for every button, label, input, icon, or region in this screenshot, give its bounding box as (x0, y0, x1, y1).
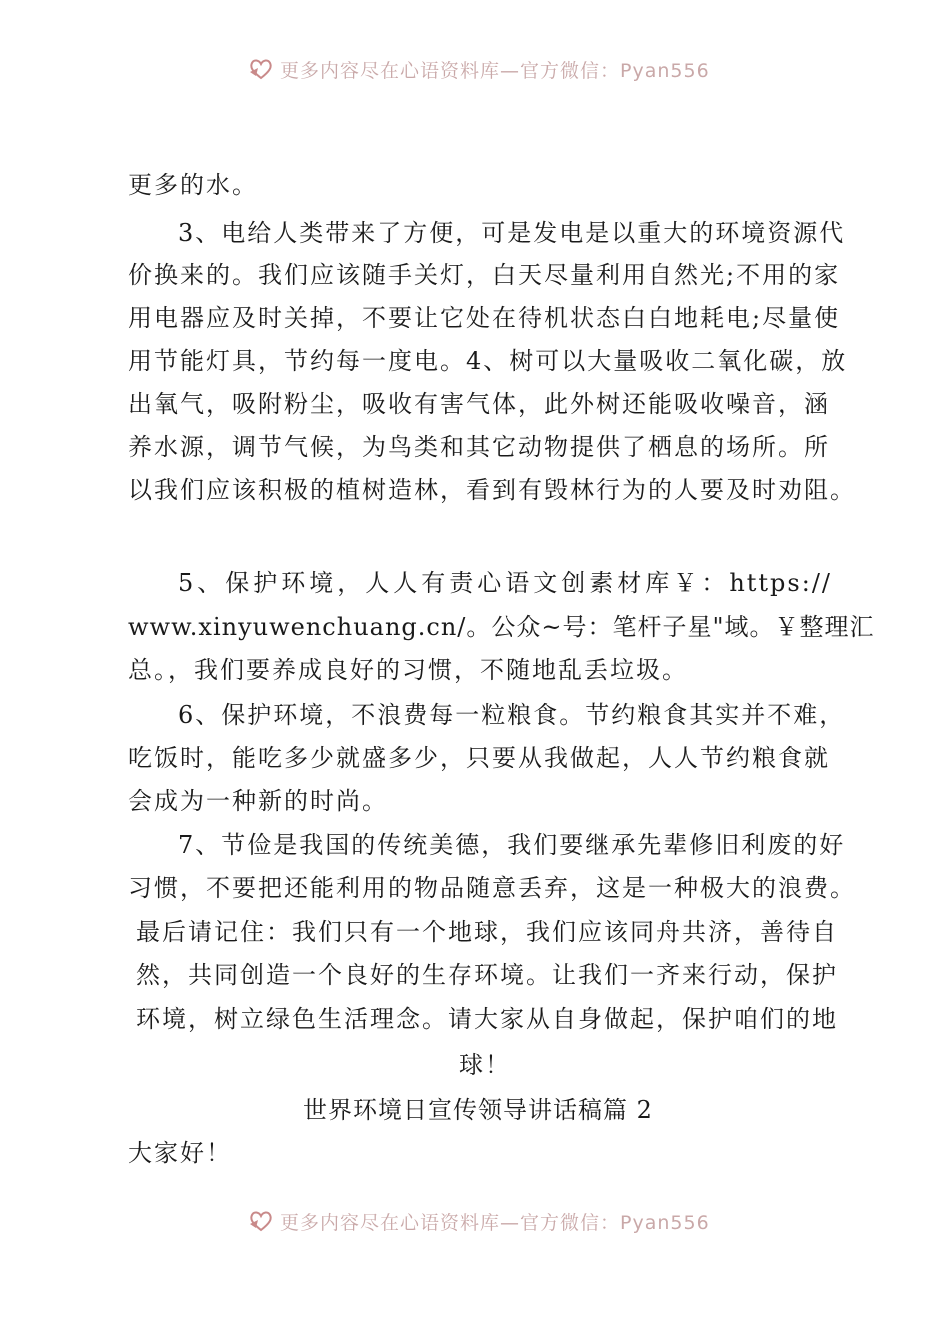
heart-logo-icon (248, 1210, 274, 1232)
greeting: 大家好！ (128, 1139, 232, 1167)
paragraph-start-5: 5、保护环境，人人有责心语文创素材库￥：https:// (178, 569, 832, 597)
text-line: 以我们应该积极的植树造林，看到有毁林行为的人要及时劝阻。 (128, 476, 856, 504)
text-line: 然，共同创造一个良好的生存环境。让我们一齐来行动，保护 (136, 961, 838, 989)
text-line: 用节能灯具，节约每一度电。4、树可以大量吸收二氧化碳，放 (128, 347, 848, 375)
text-line: 习惯，不要把还能利用的物品随意丢弃，这是一种极大的浪费。 (128, 874, 856, 902)
section-title: 世界环境日宣传领导讲话稿篇 2 (303, 1096, 653, 1124)
url-line: www.xinyuwenchuang.cn/。公众~号：笔杆子星"域。￥整理汇 (128, 613, 875, 641)
text-line: 吃饭时，能吃多少就盛多少，只要从我做起，人人节约粮食就 (128, 744, 830, 772)
text-line: 总。，我们要养成良好的习惯，不随地乱丢垃圾。 (128, 656, 688, 684)
heart-logo-icon (248, 58, 274, 80)
text-line: 用电器应及时关掉，不要让它处在待机状态白白地耗电;尽量使 (128, 304, 841, 332)
text-line: 球！ (459, 1051, 511, 1079)
watermark-footer (248, 1208, 728, 1234)
text-line: 会成为一种新的时尚。 (128, 787, 388, 815)
watermark-text: 更多内容尽在心语资料库—官方微信：Pyan556 (280, 59, 710, 82)
text-line: 更多的水。 (128, 171, 258, 199)
paragraph-start-7: 7、节俭是我国的传统美德，我们要继承先辈修旧利废的好 (178, 831, 846, 859)
paragraph-start-3: 3、电给人类带来了方便，可是发电是以重大的环境资源代 (178, 219, 846, 247)
text-line: 养水源，调节气候，为鸟类和其它动物提供了栖息的场所。所 (128, 433, 830, 461)
text-line: 出氧气，吸附粉尘，吸收有害气体，此外树还能吸收噪音，涵 (128, 390, 830, 418)
text-line: 最后请记住：我们只有一个地球，我们应该同舟共济，善待自 (136, 918, 838, 946)
text-line: 价换来的。我们应该随手关灯，白天尽量利用自然光;不用的家 (128, 261, 841, 289)
watermark-header (248, 56, 728, 82)
paragraph-start-6: 6、保护环境，不浪费每一粒粮食。节约粮食其实并不难， (178, 701, 846, 729)
text-line: 环境，树立绿色生活理念。请大家从自身做起，保护咱们的地 (136, 1005, 838, 1033)
watermark-text: 更多内容尽在心语资料库—官方微信：Pyan556 (280, 1211, 710, 1234)
